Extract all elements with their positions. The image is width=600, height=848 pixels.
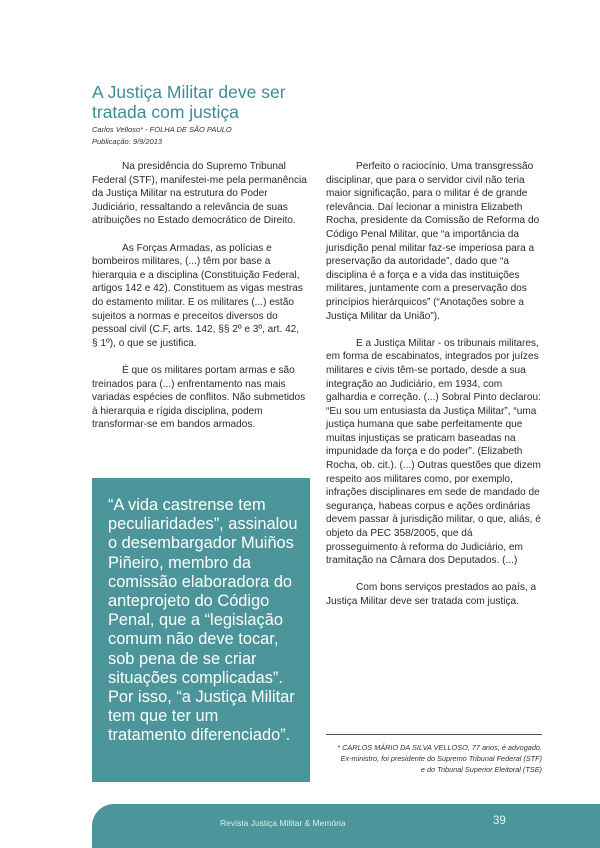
publication-date: Publicação: 9/9/2013 (92, 137, 163, 146)
footnote-divider (326, 734, 542, 735)
paragraph: Perfeito o raciocínio. Uma transgressão disciplinar, que para o servidor civil não teria maior significação, para o militar é de grande relevância. Daí lecionar a ministra Elizabeth Rocha, presidente da Comissão de Reforma do Código Penal Militar, que “a importância da jurisdição penal militar faz-se imperiosa para a preservação da autoridade”, dado que “a disciplina é a força e a vida das instituições militares, juntamente com a preservação dos princípios hierárquicos” (“Anotações sobre a Justiça Militar da União”). (326, 161, 540, 322)
right-column (326, 160, 542, 622)
byline: Carlos Velloso* - FOLHA DE SÃO PAULO (92, 125, 232, 134)
article-title: A Justiça Militar deve ser tratada com justiça (92, 81, 286, 122)
footnote-line: Ex-ministro, foi presidente do Supremo Tribunal Federal (STF) (340, 754, 542, 763)
publication-name: Revista Justiça Militar & Memória (220, 818, 346, 828)
footer-band (92, 804, 600, 848)
paragraph: As Forças Armadas, as polícias e bombeiros militares, (...) têm por base a hierarquia e a disciplina (Constituição Federal, artigos 142 e 42). Constituem as vigas mestras do estamento militar. E os militares (...) estão sujeitos a normas e preceitos diversos do pessoal civil (C.F, arts. 142, §§ 2º e 3º, art. 42, § 1º), o que se justifica. (92, 242, 303, 349)
pull-quote-box (92, 478, 310, 782)
footnote-line: e do Tribunal Superior Eleitoral (TSE) (420, 765, 542, 774)
left-column (92, 160, 307, 445)
paragraph: Com bons serviços prestados ao país, a Justiça Militar deve ser tratada com justiça. (326, 582, 537, 607)
paragraph: É que os militares portam armas e são treinados para (...) enfrentamento nas mais variadas espécies de conflitos. Não submetidos à hierarquia e rígida disciplina, podem transformar-se em bandos armados. (92, 364, 306, 431)
article-meta (92, 124, 342, 148)
paragraph: E a Justiça Militar - os tribunais militares, em forma de escabinatos, integrados por juízes militares e civis têm-se portado, desde a sua integração ao Judiciário, em 1934, com galhardia e correção. (...) Sobral Pinto declarou: “Eu sou um entusiasta da Justiça Militar”, “uma justiça humana que sabe perfeitamente que muitas injustiças se praticam baseadas na impunidade da força e do poder”. (Elizabeth Rocha, ob. cit.). (...) Outras questões que dizem respeito aos militares como, por exemplo, infrações disciplinares em sede de mandado de segurança, habeas corpus e ações ordinárias devem passar à jurisdição militar, o que, aliás, é objeto da PEC 358/2005, que dá prosseguimento à reforma do Judiciário, em tramitação na Câmara dos Deputados. (...) (326, 337, 541, 567)
page-number: 39 (493, 815, 506, 827)
paragraph: Na presidência do Supremo Tribunal Federal (STF), manifestei-me pela permanência da Justiça Militar na estrutura do Poder Judiciário, ressaltando a relevância de suas atribuições no Estado democrático de Direito. (92, 161, 307, 227)
pull-quote-text: “A vida castrense tem peculiaridades”, assinalou o desembargador Muiños Piñeiro, membro da comissão elaboradora do anteprojeto do Código Penal, que a “legislação comum não deve tocar, sob pena de se criar situações complicadas”. Por isso, “a Justiça Militar tem que ter um tratamento diferenciado”. (108, 496, 298, 745)
author-footnote (300, 742, 542, 775)
footnote-line: * CARLOS MÁRIO DA SILVA VELLOSO, 77 anos, é advogado. (337, 743, 542, 752)
